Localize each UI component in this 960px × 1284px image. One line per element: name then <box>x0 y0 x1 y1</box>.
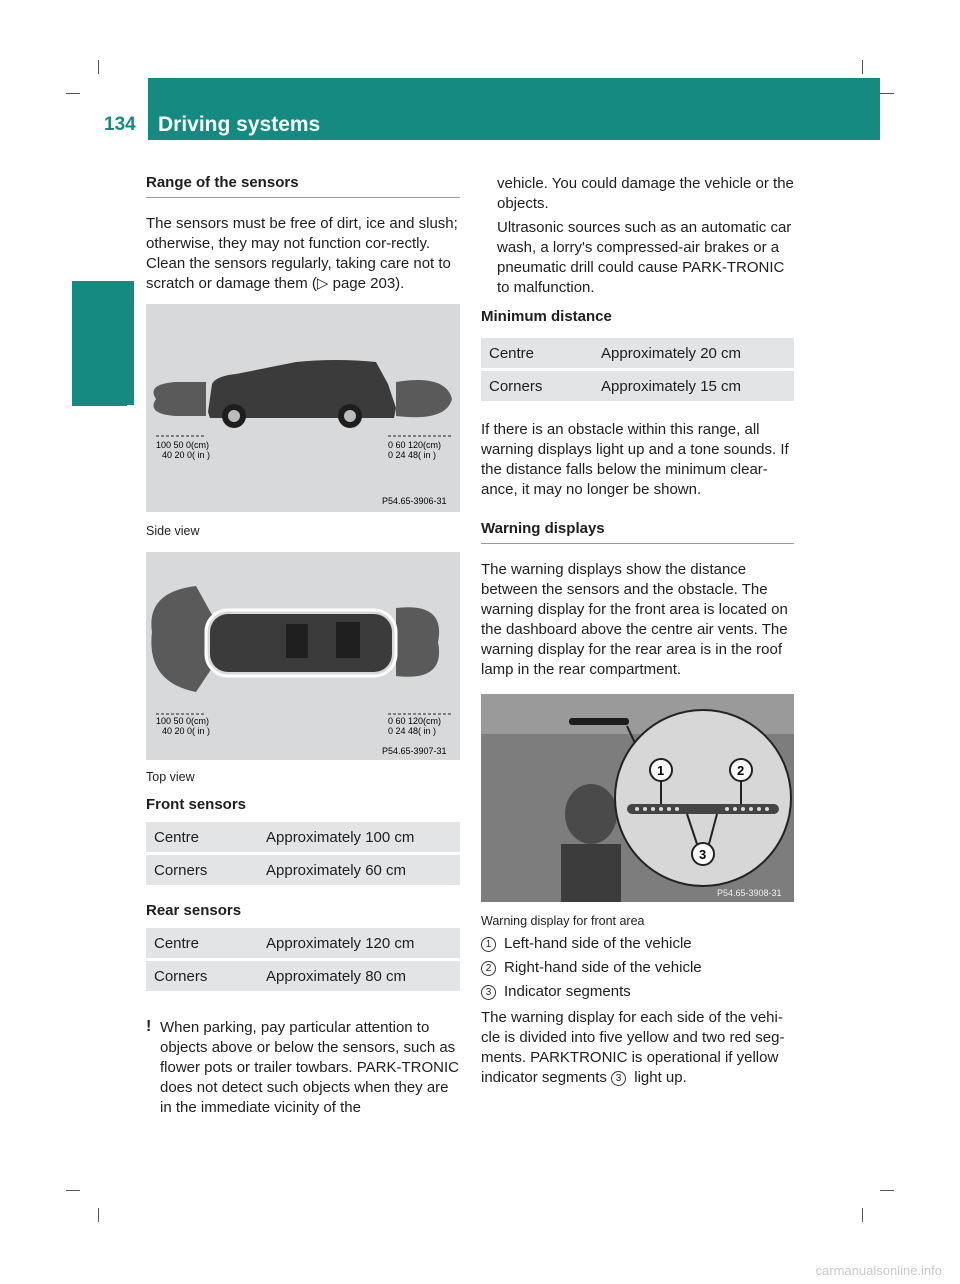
table-row: Centre Approximately 100 cm <box>146 822 460 852</box>
callout-1: 1 <box>657 763 665 778</box>
top-view-figure <box>146 552 460 760</box>
trim-mark <box>66 1190 80 1191</box>
trim-mark <box>98 60 99 74</box>
front-sensors-table <box>146 819 460 888</box>
table-row: Centre Approximately 120 cm <box>146 928 460 958</box>
scale-left-cm: 100 50 0(cm) <box>156 440 210 450</box>
dashboard-illustration <box>481 694 794 902</box>
minimum-distance-table <box>481 335 794 404</box>
list-item: 1 Left-hand side of the vehicle <box>481 932 794 956</box>
warning-displays-heading: Warning displays <box>481 520 605 537</box>
trim-mark <box>98 1208 99 1222</box>
scale-right-in: 0 24 48( in ) <box>388 450 437 460</box>
callout-2: 2 <box>737 763 745 778</box>
warning-display-figure <box>481 694 794 902</box>
obstacle-text: If there is an obstacle within this range, all warning displays light up and a tone sounds. If the distance falls below the minimum clear-ance, it may no longer be shown. <box>481 421 789 498</box>
range-text: The sensors must be free of dirt, ice and slush; otherwise, they may not function cor-rectly. Clean the sensors regularly, taking care not to scratch or damage them (▷ page 203). <box>146 215 458 292</box>
side-view-illustration <box>146 304 460 512</box>
watermark: carmanualsonline.info <box>815 1263 942 1278</box>
figure-code: P54.65-3906-31 <box>382 496 447 506</box>
warning-text: When parking, pay particular attention to objects above or below the sensors, such as flower pots or trailer towbars. PARK-TRONIC does not detect such objects when they are in the immediate vicinity of the <box>160 1019 459 1116</box>
trim-mark <box>862 60 863 74</box>
side-tab-label: Controls <box>98 309 123 400</box>
top-view-caption: Top view <box>146 770 195 784</box>
trim-mark <box>880 93 894 94</box>
heading-rule <box>481 543 794 544</box>
side-view-caption: Side view <box>146 524 200 538</box>
scale-right-cm: 0 60 120(cm) <box>388 716 442 726</box>
callout-ref: 3 <box>611 1071 626 1086</box>
trim-mark <box>66 93 80 94</box>
minimum-distance-heading: Minimum distance <box>481 308 612 325</box>
segments-text: The warning display for each side of the vehi-cle is divided into five yellow and two red seg-ments. PARKTRONIC is operational if yellow indicator segments 3 light up. <box>481 1009 785 1086</box>
heading-rule <box>146 197 460 198</box>
rear-sensors-table <box>146 925 460 994</box>
figure-code: P54.65-3908-31 <box>717 888 782 898</box>
right-column <box>481 174 794 1088</box>
figure-code: P54.65-3907-31 <box>382 746 447 756</box>
front-sensors-heading: Front sensors <box>146 796 247 813</box>
warning-note <box>146 1018 460 1118</box>
legend-list <box>481 932 794 1004</box>
scale-right-in: 0 24 48( in ) <box>388 726 437 736</box>
top-view-illustration <box>146 552 460 760</box>
left-column <box>146 174 460 1118</box>
trim-mark <box>862 1208 863 1222</box>
table-row: Corners Approximately 80 cm <box>146 961 460 991</box>
ultrasonic-text: Ultrasonic sources such as an automatic car wash, a lorry's compressed-air brakes or a pneumatic drill could cause PARK-TRONIC to malfunction. <box>497 219 792 296</box>
table-row: Corners Approximately 60 cm <box>146 855 460 885</box>
rear-sensors-heading: Rear sensors <box>146 902 242 919</box>
list-item: 2 Right-hand side of the vehicle <box>481 956 794 980</box>
scale-left-in: 40 20 0( in ) <box>162 726 211 736</box>
warning-displays-text: The warning displays show the distance between the sensors and the obstacle. The warning display for the front area is located on the dashboard above the centre air vents. The warning display for the rear area is in the roof lamp in the rear compartment. <box>481 561 788 678</box>
section-title: Driving systems <box>158 113 321 136</box>
scale-left-in: 40 20 0( in ) <box>162 450 211 460</box>
table-row: Centre Approximately 20 cm <box>481 338 794 368</box>
side-view-figure <box>146 304 460 512</box>
list-item: 3 Indicator segments <box>481 980 794 1004</box>
warning-icon: ! <box>146 1018 152 1035</box>
warning-display-caption: Warning display for front area <box>481 914 645 928</box>
scale-right-cm: 0 60 120(cm) <box>388 440 442 450</box>
scale-left-cm: 100 50 0(cm) <box>156 716 210 726</box>
callout-3: 3 <box>699 847 707 862</box>
continued-text: vehicle. You could damage the vehicle or the objects. <box>497 175 794 212</box>
page-number: 134 <box>104 114 136 135</box>
table-row: Corners Approximately 15 cm <box>481 371 794 401</box>
trim-mark <box>880 1190 894 1191</box>
range-heading: Range of the sensors <box>146 174 299 191</box>
